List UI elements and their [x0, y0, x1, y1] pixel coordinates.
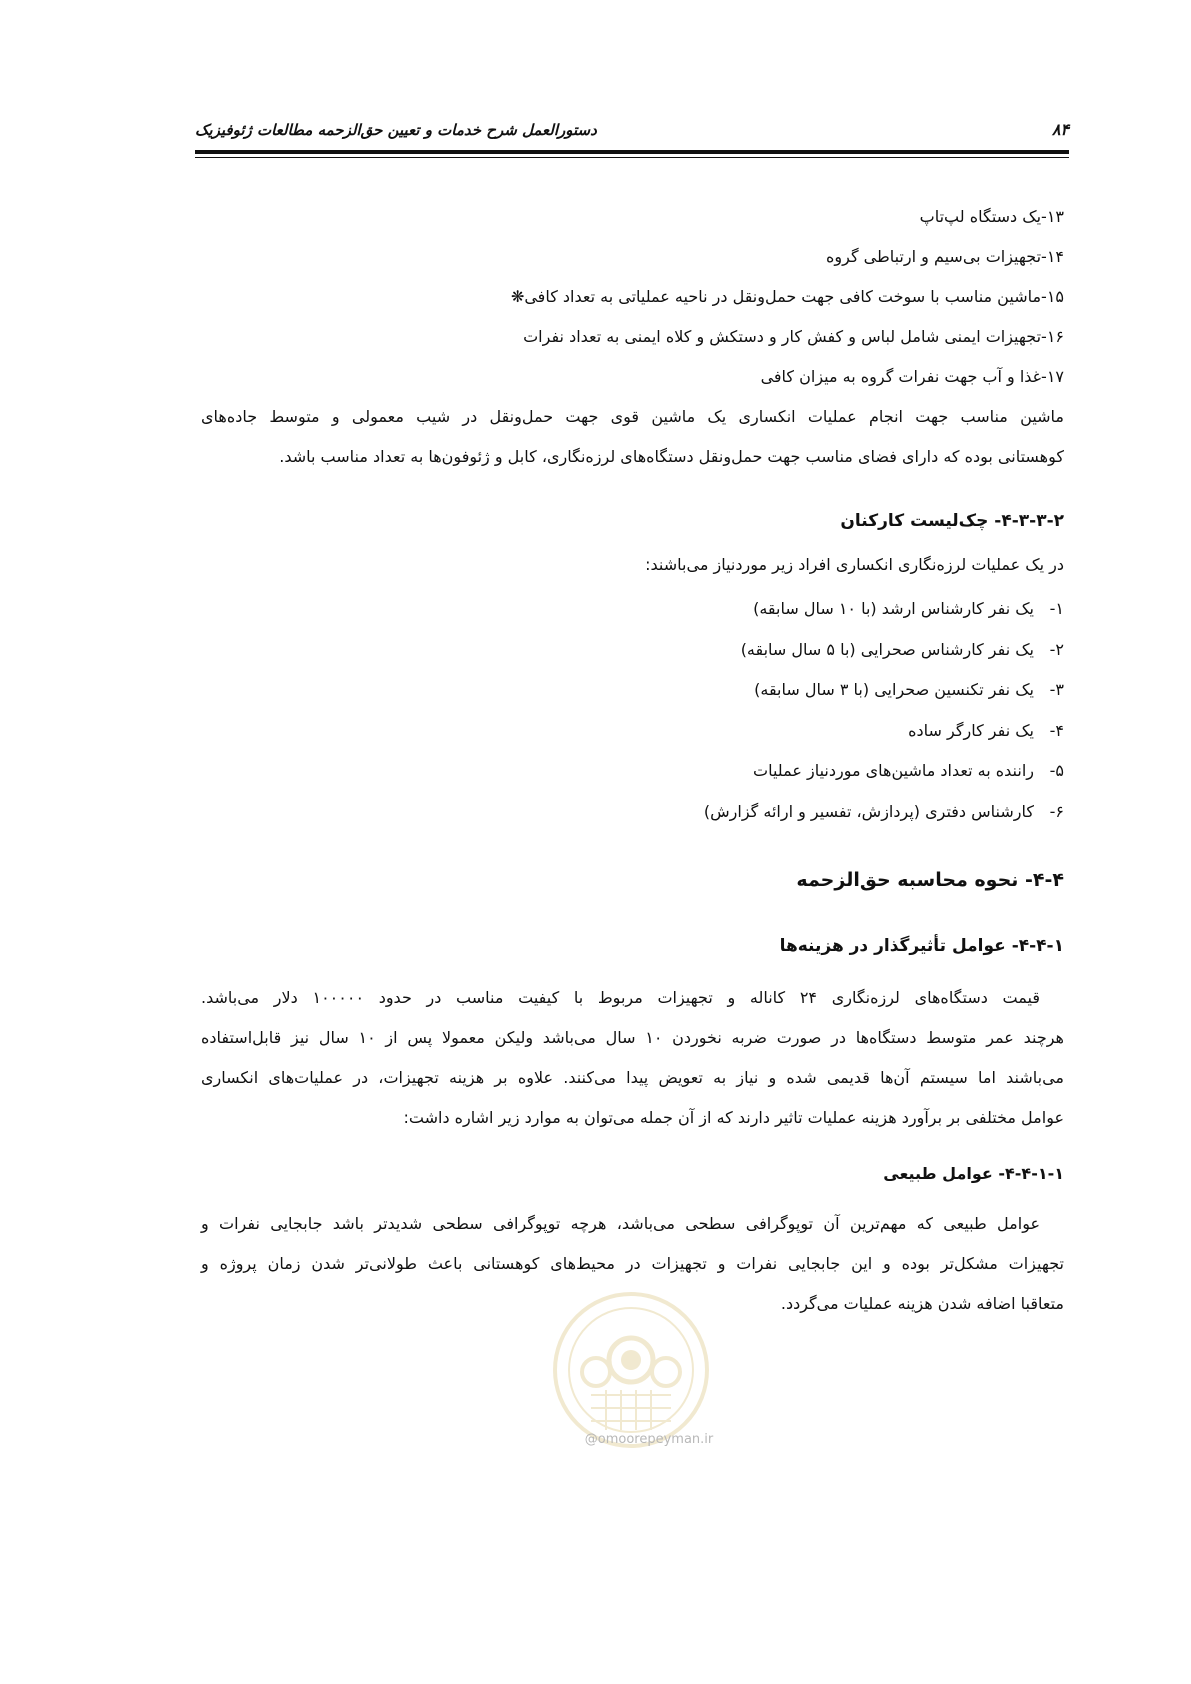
- list-item: [201, 630, 1064, 671]
- list-number: ۵-: [1049, 761, 1064, 780]
- cost-factors-heading: ۴-۴-۱- عوامل تأثیرگذار در هزینه‌ها: [779, 936, 1064, 956]
- equipment-item: ۱۷-غذا و آب جهت نفرات گروه به میزان کافی: [760, 367, 1064, 386]
- list-number: ۴-: [1049, 720, 1064, 740]
- paragraph-line: تجهیزات مشکل‌تر بوده و این جابجایی نفرات و تجهیزات در محیط‌های کوهستانی باعث طولانی‌تر شدن زمان پروژه و: [201, 1254, 1064, 1273]
- header-rule-thick: [195, 150, 1069, 154]
- list-item: [201, 792, 1064, 833]
- list-number: ۶-: [1049, 801, 1064, 821]
- seal-watermark-icon: [551, 1290, 711, 1450]
- paragraph-line: عوامل طبیعی که مهم‌ترین آن توپوگرافی سطحی می‌باشد، هرچه توپوگرافی سطحی شدیدتر باشد جابجایی نفرات و: [201, 1214, 1040, 1233]
- list-item: [201, 711, 1064, 752]
- paragraph-line: می‌باشند اما سیستم آن‌ها قدیمی شده و نیاز به تعویض پیدا می‌کنند. علاوه بر هزینه تجهیزات، در عملیات‌های انکساری: [201, 1068, 1064, 1087]
- equipment-item: ۱۵-ماشین مناسب با سوخت کافی جهت حمل‌ونقل در ناحیه عملیاتی به تعداد کافی❋: [510, 287, 1064, 306]
- paragraph-line: قیمت دستگاه‌های لرزه‌نگاری ۲۴ کاناله و تجهیزات مربوط با کیفیت مناسب در حدود ۱۰۰۰۰۰ دلار می‌باشد.: [201, 988, 1040, 1007]
- running-title: دستورالعمل شرح خدمات و تعیین حق‌الزحمه مطالعات ژئوفیزیک: [195, 121, 597, 139]
- staff-intro: در یک عملیات لرزه‌نگاری انکساری افراد زیر موردنیاز می‌باشند:: [645, 555, 1064, 574]
- staff-checklist-heading: ۴-۳-۳-۲- چک‌لیست کارکنان: [840, 511, 1064, 531]
- paragraph-line: عوامل مختلفی بر برآورد هزینه عملیات تاثیر دارند که از آن جمله می‌توان به موارد زیر اشاره داشت:: [403, 1108, 1064, 1127]
- equipment-list: [201, 197, 1064, 397]
- list-text: یک نفر کارگر ساده: [908, 720, 1034, 740]
- list-text: یک نفر کارشناس ارشد (با ۱۰ سال سابقه): [753, 599, 1034, 618]
- list-item: [201, 751, 1064, 792]
- equipment-item: ۱۳-یک دستگاه لپ‌تاپ: [919, 207, 1064, 226]
- list-number: ۲-: [1049, 639, 1064, 659]
- equipment-item: ۱۴-تجهیزات بی‌سیم و ارتباطی گروه: [826, 247, 1064, 266]
- list-text: کارشناس دفتری (پردازش، تفسیر و ارائه گزارش): [703, 801, 1034, 821]
- list-number: ۳-: [1049, 680, 1064, 699]
- page-body: [201, 197, 1064, 1324]
- fee-calculation-heading: ۴-۴- نحوه محاسبه حق‌الزحمه: [796, 869, 1064, 891]
- paragraph-line: ماشین مناسب جهت انجام عملیات انکساری یک ماشین قوی جهت حمل‌ونقل در شیب معمولی و متوسط جاده‌های: [201, 407, 1064, 426]
- staff-list: [201, 589, 1064, 832]
- header-rule-thin: [195, 157, 1069, 158]
- list-item: [201, 670, 1064, 711]
- list-text: یک نفر تکنسین صحرایی (با ۳ سال سابقه): [754, 680, 1034, 699]
- list-item: [201, 589, 1064, 630]
- vehicle-paragraph: [201, 397, 1064, 477]
- page-number: ۸۴: [1051, 120, 1069, 139]
- paragraph-line: هرچند عمر متوسط دستگاه‌ها در صورت ضربه نخوردن ۱۰ سال می‌باشد ولیکن معمولا پس از ۱۰ سال نیز قابل‌استفاده: [201, 1028, 1064, 1047]
- paragraph-line: متعاقبا اضافه شدن هزینه عملیات می‌گردد.: [780, 1294, 1064, 1313]
- watermark-url: @omoorepeyman.ir: [584, 1432, 714, 1447]
- equipment-item: ۱۶-تجهیزات ایمنی شامل لباس و کفش کار و دستکش و کلاه ایمنی به تعداد نفرات: [523, 327, 1064, 346]
- list-number: ۱-: [1049, 599, 1064, 618]
- list-text: راننده به تعداد ماشین‌های موردنیاز عملیات: [753, 761, 1034, 780]
- paragraph-line: کوهستانی بوده که دارای فضای مناسب جهت حمل‌ونقل دستگاه‌های لرزه‌نگاری، کابل و ژئوفون‌ها به تعداد مناسب باشد.: [279, 447, 1064, 466]
- natural-factors-heading: ۴-۴-۱-۱- عوامل طبیعی: [883, 1164, 1064, 1183]
- cost-factors-paragraph: [201, 978, 1064, 1138]
- list-text: یک نفر کارشناس صحرایی (با ۵ سال سابقه): [740, 639, 1034, 659]
- page-header: [195, 120, 1069, 160]
